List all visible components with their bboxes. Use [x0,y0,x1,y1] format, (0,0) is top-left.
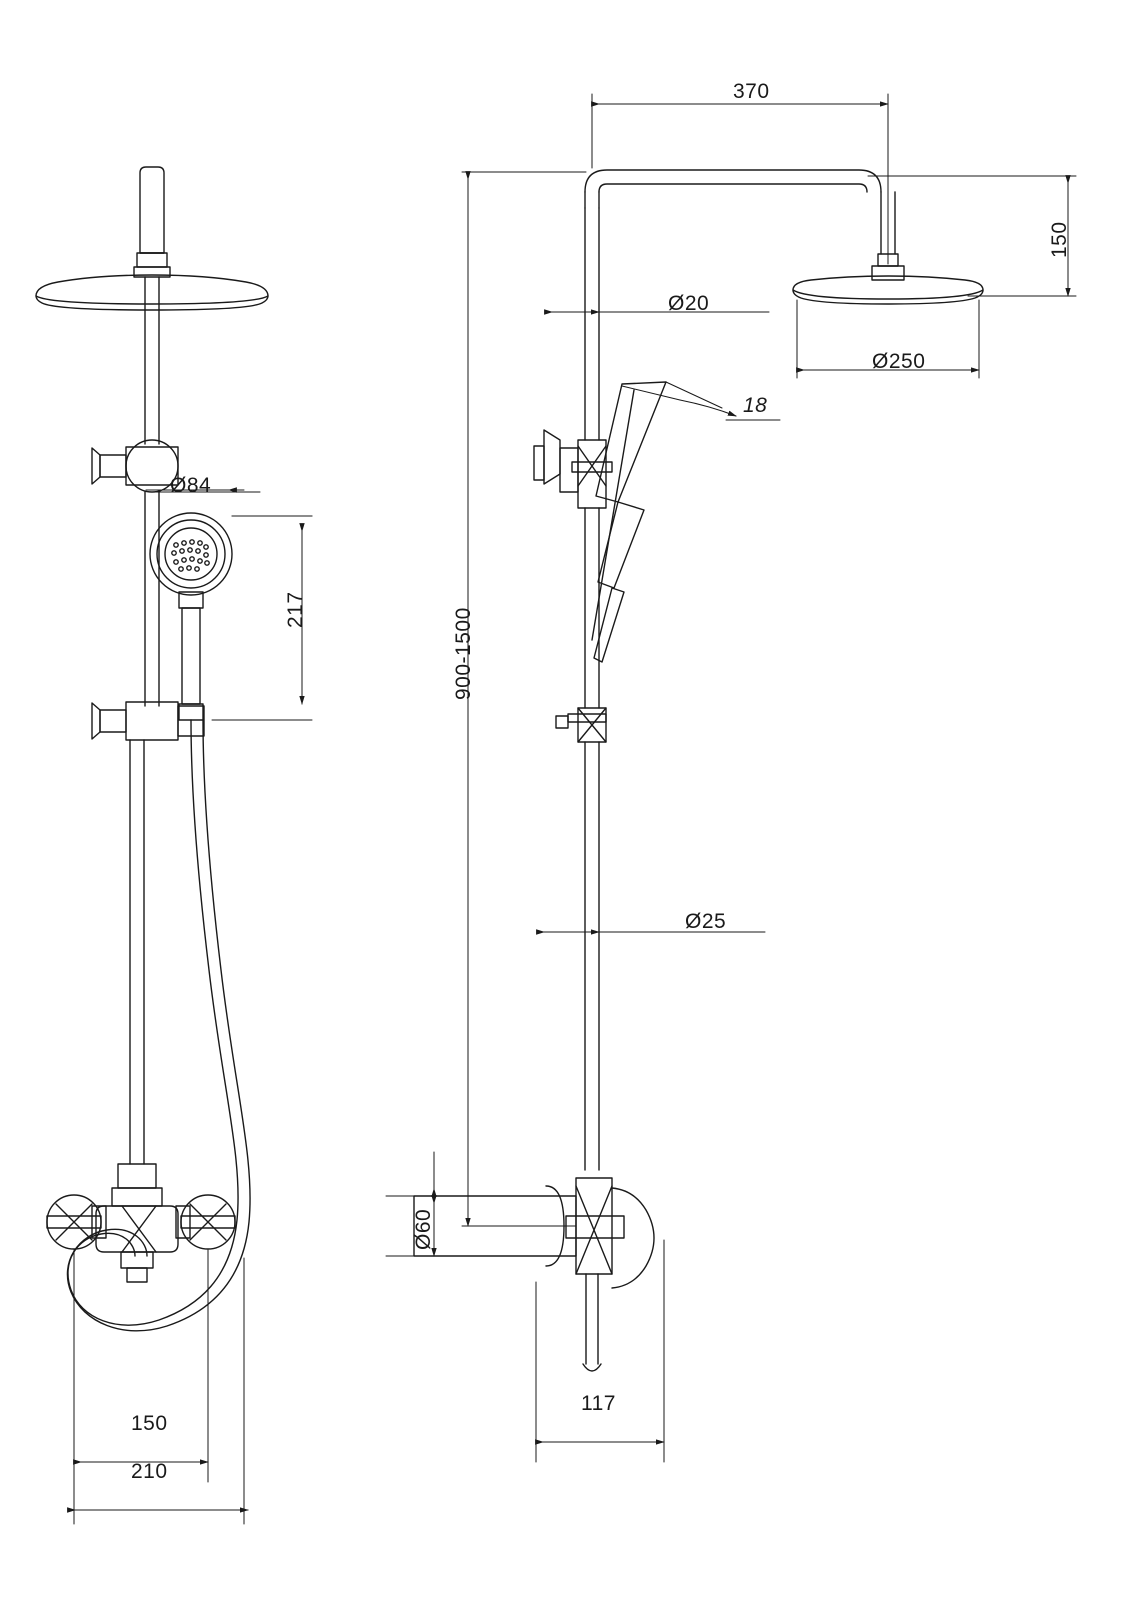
dimension-label-handshower-length: 217 [284,591,307,628]
dimension-label-mixer-body-diameter: Ø60 [412,1208,435,1250]
dimension-label-handshower-head-diameter: Ø84 [170,474,212,497]
dimension-label-mixer-projection: 117 [581,1392,616,1415]
dimension-label-inlet-spacing: 150 [131,1412,168,1435]
front-view-dimensions [68,490,312,1524]
dimension-label-arm-projection: 370 [733,80,770,103]
dimension-label-rain-head-diameter: Ø250 [872,350,926,373]
dimension-label-handshower-angle: 18 [743,394,768,417]
dimension-label-overall-width: 210 [131,1460,168,1483]
dimension-label-arm-drop: 150 [1048,221,1071,258]
dimension-label-riser-diameter: Ø25 [685,910,727,933]
front-view-geometry [36,167,268,1331]
dimension-label-total-height-range: 900-1500 [452,607,475,700]
dimension-label-riser-top-diameter: Ø20 [668,292,710,315]
